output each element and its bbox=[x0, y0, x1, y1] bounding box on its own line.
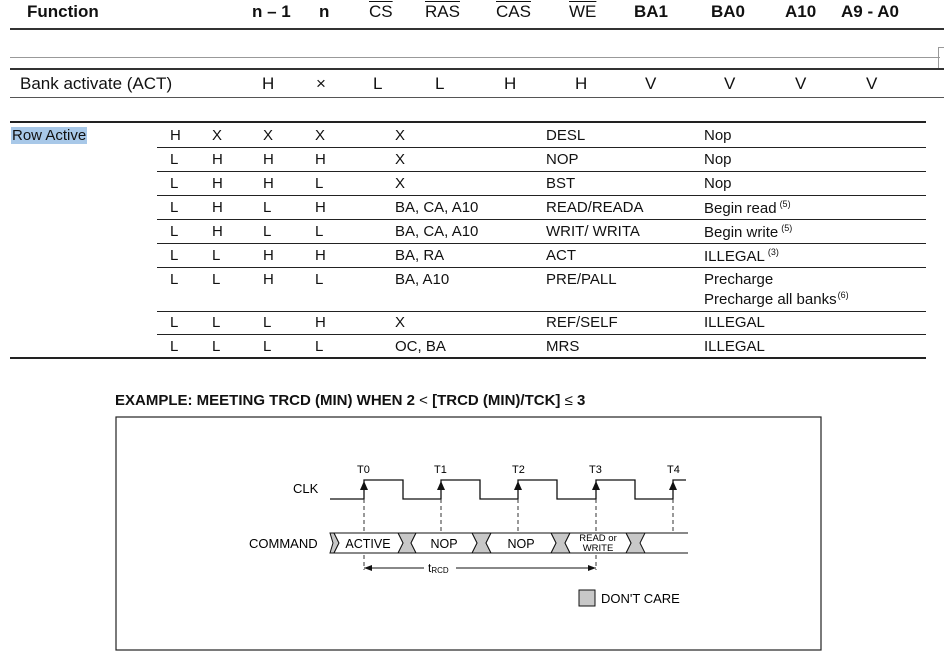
cell-ras: H bbox=[212, 223, 223, 240]
cell-cs: H bbox=[170, 127, 181, 144]
tick-label-t4: T4 bbox=[667, 464, 680, 476]
cell-cs: L bbox=[170, 271, 179, 288]
cell-cs: L bbox=[170, 175, 179, 192]
act-cell: H bbox=[575, 74, 588, 93]
cell-addr: X bbox=[395, 127, 406, 144]
cell-cmd: ACT bbox=[546, 247, 576, 264]
trcd-arrow-right-icon bbox=[588, 565, 596, 571]
cell-cmd: DESL bbox=[546, 127, 586, 144]
cell-cmd: PRE/PALL bbox=[546, 271, 617, 288]
clk-edge-arrows bbox=[360, 481, 677, 490]
footnote-ref: (3) bbox=[767, 247, 779, 257]
act-cell: V bbox=[645, 74, 657, 93]
act-cell: L bbox=[373, 74, 383, 93]
cell-we: H bbox=[315, 151, 326, 168]
act-cell: H bbox=[504, 74, 517, 93]
cell-cas: H bbox=[263, 151, 274, 168]
cell-we: H bbox=[315, 199, 326, 216]
footnote-ref: (6) bbox=[837, 290, 849, 300]
cell-cmd: REF/SELF bbox=[546, 314, 618, 331]
cell-we: X bbox=[315, 127, 326, 144]
header-a9-a0: A9 - A0 bbox=[841, 2, 899, 21]
cell-addr: X bbox=[395, 314, 406, 331]
edge-arrow-icon bbox=[592, 481, 600, 490]
cell-action: Nop bbox=[704, 151, 732, 168]
cell-cas: L bbox=[263, 314, 272, 331]
cell-cs: L bbox=[170, 247, 179, 264]
command-label: COMMAND bbox=[249, 536, 318, 551]
header-function: Function bbox=[27, 2, 99, 21]
edge-arrow-icon bbox=[514, 481, 522, 490]
cell-action: ILLEGAL bbox=[704, 314, 765, 331]
cell-addr: BA, RA bbox=[395, 247, 445, 264]
header-a10: A10 bbox=[785, 2, 817, 21]
edge-arrow-icon bbox=[360, 481, 368, 490]
less-than-symbol: < bbox=[419, 392, 428, 409]
cell-cas: H bbox=[263, 271, 274, 288]
trcd-t: t bbox=[428, 561, 432, 575]
cell-we: L bbox=[315, 338, 324, 355]
act-cell: V bbox=[866, 74, 878, 93]
header-cs: $\overline{CS}$ bbox=[369, 2, 393, 21]
cell-we: H bbox=[315, 247, 326, 264]
header-ba1: BA1 bbox=[634, 2, 669, 21]
cell-addr: BA, CA, A10 bbox=[395, 223, 479, 240]
tick-label-t3: T3 bbox=[589, 464, 602, 476]
cell-action: Nop bbox=[704, 175, 732, 192]
example-title-b: [TRCD (MIN)/TCK] bbox=[432, 392, 561, 409]
cell-we: L bbox=[315, 271, 324, 288]
cell-ras: X bbox=[212, 127, 223, 144]
header-cas: $\overline{CAS}$ bbox=[496, 2, 531, 21]
footnote-ref: (5) bbox=[781, 223, 793, 233]
act-row-label: Bank activate (ACT) bbox=[20, 74, 173, 93]
action-text: ILLEGAL bbox=[704, 248, 765, 265]
tick-label-t1: T1 bbox=[434, 464, 447, 476]
cell-cmd: BST bbox=[546, 175, 576, 192]
cell-action: Nop bbox=[704, 127, 732, 144]
cell-addr: BA, CA, A10 bbox=[395, 199, 479, 216]
action-text: Begin write bbox=[704, 224, 779, 241]
cell-cas: H bbox=[263, 175, 274, 192]
cell-cas: L bbox=[263, 199, 272, 216]
cell-cs: L bbox=[170, 223, 179, 240]
cell-addr: OC, BA bbox=[395, 338, 446, 355]
example-title-a: EXAMPLE: MEETING TRCD (MIN) WHEN 2 bbox=[115, 392, 415, 409]
header-n-minus-1: n – 1 bbox=[252, 2, 291, 21]
cell-addr: BA, A10 bbox=[395, 271, 450, 288]
cell-ras: L bbox=[212, 338, 221, 355]
less-equal-symbol: ≤ bbox=[564, 392, 573, 409]
cell-action: ILLEGAL bbox=[704, 338, 765, 355]
cell-ras: L bbox=[212, 314, 221, 331]
header-ba0: BA0 bbox=[711, 2, 746, 21]
clk-waveform bbox=[330, 480, 686, 499]
edge-arrow-icon bbox=[669, 481, 677, 490]
cell-cas: H bbox=[263, 247, 274, 264]
clk-label: CLK bbox=[293, 481, 319, 496]
cell-cs: L bbox=[170, 338, 179, 355]
cell-addr: X bbox=[395, 151, 406, 168]
command-write: WRITE bbox=[582, 543, 614, 554]
cell-ras: H bbox=[212, 199, 223, 216]
cell-cs: L bbox=[170, 151, 179, 168]
cell-ras: H bbox=[212, 151, 223, 168]
act-cell: V bbox=[795, 74, 807, 93]
cell-cs: L bbox=[170, 314, 179, 331]
tick-label-t2: T2 bbox=[512, 464, 525, 476]
example-title-c: 3 bbox=[577, 392, 586, 409]
trcd-arrow-left-icon bbox=[364, 565, 372, 571]
cell-ras: L bbox=[212, 271, 221, 288]
act-cell: L bbox=[435, 74, 445, 93]
header-n: n bbox=[319, 2, 330, 21]
command-read-or: READ or bbox=[579, 533, 617, 544]
footnote-ref: (5) bbox=[779, 199, 791, 209]
edge-arrow-icon bbox=[437, 481, 445, 490]
trcd-sub: RCD bbox=[431, 566, 449, 575]
cell-cmd: READ/READA bbox=[546, 199, 644, 216]
cell-cmd: WRIT/ WRITA bbox=[546, 223, 640, 240]
cell-we: L bbox=[315, 175, 324, 192]
cell-action: Precharge bbox=[704, 271, 774, 288]
command-nop-1: NOP bbox=[430, 537, 458, 551]
cell-cmd: NOP bbox=[546, 151, 579, 168]
header-we: $\overline{WE}$ bbox=[569, 2, 597, 21]
cell-cas: L bbox=[263, 338, 272, 355]
dont-care-label: DON'T CARE bbox=[601, 591, 680, 606]
cell-cas: X bbox=[263, 127, 274, 144]
act-cell: × bbox=[316, 74, 326, 93]
cell-cas: L bbox=[263, 223, 272, 240]
header-ras: $\overline{RAS}$ bbox=[425, 2, 460, 21]
tick-label-t0: T0 bbox=[357, 464, 370, 476]
cell-ras: L bbox=[212, 247, 221, 264]
act-cell: H bbox=[262, 74, 275, 93]
act-cell: V bbox=[724, 74, 736, 93]
cell-cs: L bbox=[170, 199, 179, 216]
row-active-label[interactable]: Row Active bbox=[12, 127, 87, 144]
cell-ras: H bbox=[212, 175, 223, 192]
cell-addr: X bbox=[395, 175, 406, 192]
cell-cmd: MRS bbox=[546, 338, 580, 355]
cell-we: H bbox=[315, 314, 326, 331]
action-text: Begin read bbox=[704, 200, 777, 217]
command-nop-2: NOP bbox=[507, 537, 535, 551]
dont-care-swatch bbox=[579, 590, 595, 606]
action-text: Precharge all banks bbox=[704, 291, 837, 308]
command-active: ACTIVE bbox=[345, 537, 391, 551]
cell-we: L bbox=[315, 223, 324, 240]
